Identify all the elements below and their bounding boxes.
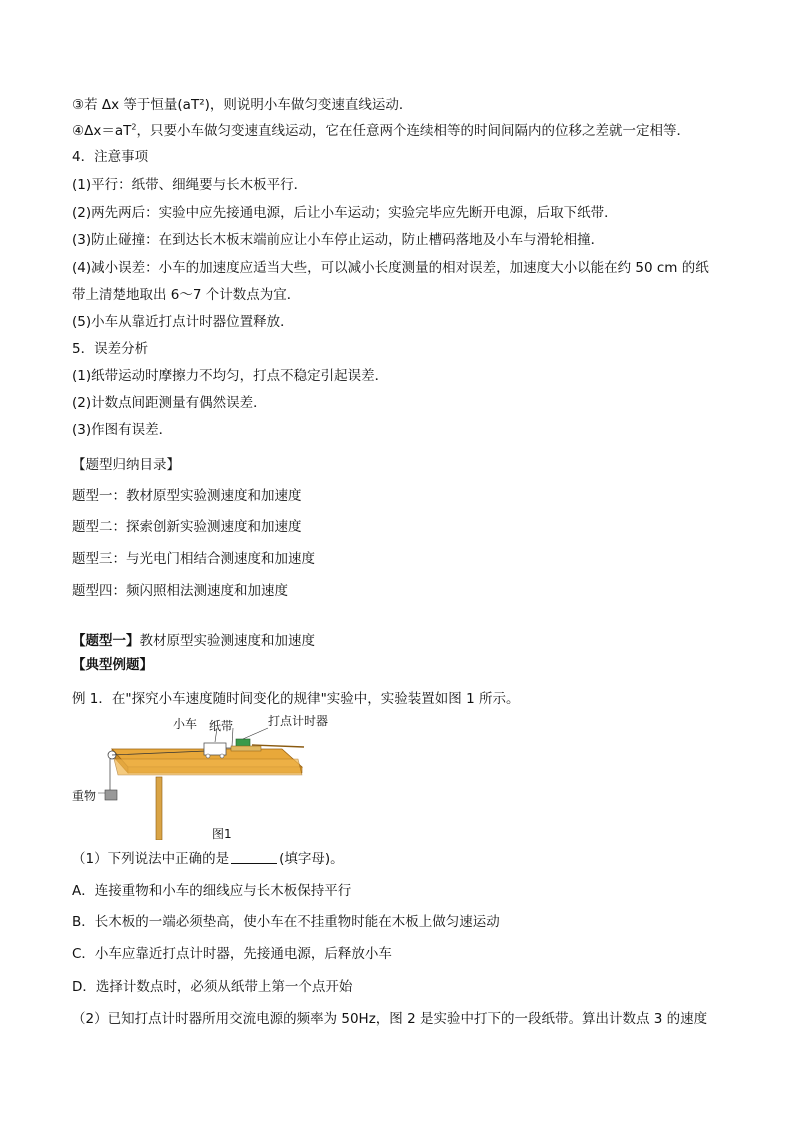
timer-base xyxy=(231,746,261,751)
formula-superscript: 2 xyxy=(131,122,137,132)
heading-precautions: 4．注意事项 xyxy=(72,149,149,165)
formula-rest: ，只要小车做匀变速直线运动，它在任意两个连续相等的时间间隔内的位移之差就一定相等． xyxy=(136,123,690,139)
cart-wheel-left xyxy=(206,754,210,758)
label-tape: 纸带 xyxy=(209,719,234,733)
precaution-1: (1)平行：纸带、细绳要与长木板平行． xyxy=(72,177,308,193)
precaution-3: (3)防止碰撞：在到达长木板末端前应让小车停止运动，防止槽码落地及小车与滑轮相撞． xyxy=(72,232,605,248)
figure-caption: 图1 xyxy=(212,827,232,841)
error-1: (1)纸带运动时摩擦力不均匀，打点不稳定引起误差． xyxy=(72,368,389,384)
leader-timer xyxy=(243,728,268,739)
question-1-text: （1）下列说法中正确的是 xyxy=(72,851,230,867)
label-car: 小车 xyxy=(173,717,198,731)
cart-body xyxy=(204,743,226,755)
error-3: (3)作图有误差． xyxy=(72,422,173,438)
example-intro: 例 1．在"探究小车速度随时间变化的规律"实验中，实验装置如图 1 所示。 xyxy=(72,691,520,707)
label-timer: 打点计时器 xyxy=(268,714,329,728)
section-heading-bracket: 【题型一】 xyxy=(72,633,140,649)
catalog-item-2: 题型二：探索创新实验测速度和加速度 xyxy=(72,519,302,535)
table-surface xyxy=(114,759,302,775)
precaution-4b: 带上清楚地取出 6～7 个计数点为宜． xyxy=(72,287,301,303)
precaution-2: (2)两先两后：实验中应先接通电源，后让小车运动；实验完毕应先断开电源，后取下纸带． xyxy=(72,205,618,221)
error-2: (2)计数点间距测量有偶然误差． xyxy=(72,395,267,411)
table-leg xyxy=(156,777,162,840)
line-delta-x-formula xyxy=(72,122,690,140)
option-b: B．长木板的一端必须垫高，使小车在不挂重物时能在木板上做匀速运动 xyxy=(72,914,500,930)
catalog-item-1: 题型一：教材原型实验测速度和加速度 xyxy=(72,488,302,504)
question-2: （2）已知打点计时器所用交流电源的频率为 50Hz，图 2 是实验中打下的一段纸带。算出计数点 3 的速度 xyxy=(72,1011,708,1027)
apparatus-figure xyxy=(72,715,332,840)
answer-blank[interactable] xyxy=(231,851,277,864)
apparatus-diagram xyxy=(72,715,332,840)
precaution-5: (5)小车从靠近打点计时器位置释放． xyxy=(72,314,294,330)
question-1-tail: (填字母)。 xyxy=(279,851,344,867)
option-a: A．连接重物和小车的细线应与长木板保持平行 xyxy=(72,883,352,899)
question-1 xyxy=(72,850,344,868)
catalog-title: 【题型归纳目录】 xyxy=(72,457,180,473)
cart-wheel-right xyxy=(220,754,224,758)
line-constant-difference: ③若 Δx 等于恒量(aT²)，则说明小车做匀变速直线运动． xyxy=(72,97,413,113)
formula-text: ④Δx＝aT xyxy=(72,123,132,139)
option-c: C．小车应靠近打点计时器，先接通电源，后释放小车 xyxy=(72,946,392,962)
precaution-4a: (4)减小误差：小车的加速度应适当大些，可以减小长度测量的相对误差，加速度大小以能在约 50 cm 的纸 xyxy=(72,260,709,276)
catalog-item-3: 题型三：与光电门相结合测速度和加速度 xyxy=(72,551,315,567)
example-label: 【典型例题】 xyxy=(72,657,153,673)
section-heading-text: 教材原型实验测速度和加速度 xyxy=(139,633,315,649)
heading-error-analysis: 5．误差分析 xyxy=(72,341,149,357)
label-weight: 重物 xyxy=(72,789,97,803)
weight-block xyxy=(105,790,117,800)
section-heading xyxy=(72,632,315,650)
catalog-item-4: 题型四：频闪照相法测速度和加速度 xyxy=(72,583,288,599)
option-d: D．选择计数点时，必须从纸带上第一个点开始 xyxy=(72,979,353,995)
